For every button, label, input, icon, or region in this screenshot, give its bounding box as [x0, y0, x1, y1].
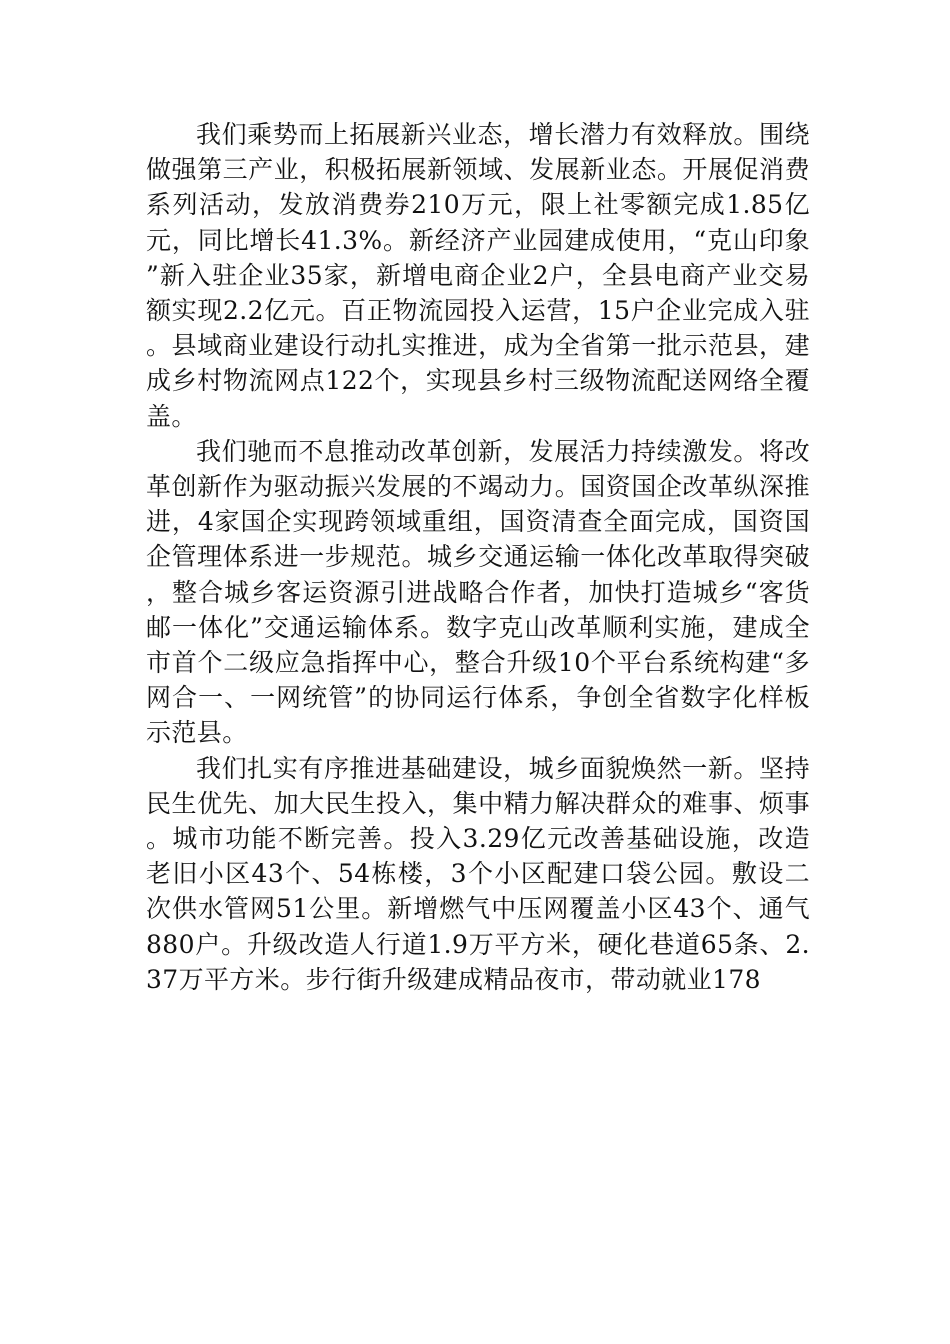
document-body [146, 117, 810, 997]
paragraph-commerce: 我们乘势而上拓展新兴业态，增长潜力有效释放。围绕做强第三产业，积极拓展新领域、发展新业态。开展促消费系列活动，发放消费券210万元，限上社零额完成1.85亿元，同比增长41.3%。新经济产业园建成使用，“克山印象”新入驻企业35家，新增电商企业2户，全县电商产业交易额实现2.2亿元。百正物流园投入运营，15户企业完成入驻。县域商业建设行动扎实推进，成为全省第一批示范县，建成乡村物流网点122个，实现县乡村三级物流配送网络全覆盖。 [146, 120, 810, 431]
paragraph-reform: 我们驰而不息推动改革创新，发展活力持续激发。将改革创新作为驱动振兴发展的不竭动力。国资国企改革纵深推进，4家国企实现跨领域重组，国资清查全面完成，国资国企管理体系进一步规范。城乡交通运输一体化改革取得突破，整合城乡客运资源引进战略合作者，加快打造城乡“客货邮一体化”交通运输体系。数字克山改革顺利实施，建成全市首个二级应急指挥中心，整合升级10个平台系统构建“多网合一、一网统管”的协同运行体系，争创全省数字化样板示范县。 [146, 436, 810, 748]
paragraph-infrastructure: 我们扎实有序推进基础建设，城乡面貌焕然一新。坚持民生优先、加大民生投入，集中精力解决群众的难事、烦事。城市功能不断完善。投入3.29亿元改善基础设施，改造老旧小区43个、54栋楼，3个小区配建口袋公园。敷设二次供水管网51公里。新增燃气中压网覆盖小区43个、通气880户。升级改造人行道1.9万平方米，硬化巷道65条、2.37万平方米。步行街升级建成精品夜市，带动就业178 [146, 753, 810, 994]
